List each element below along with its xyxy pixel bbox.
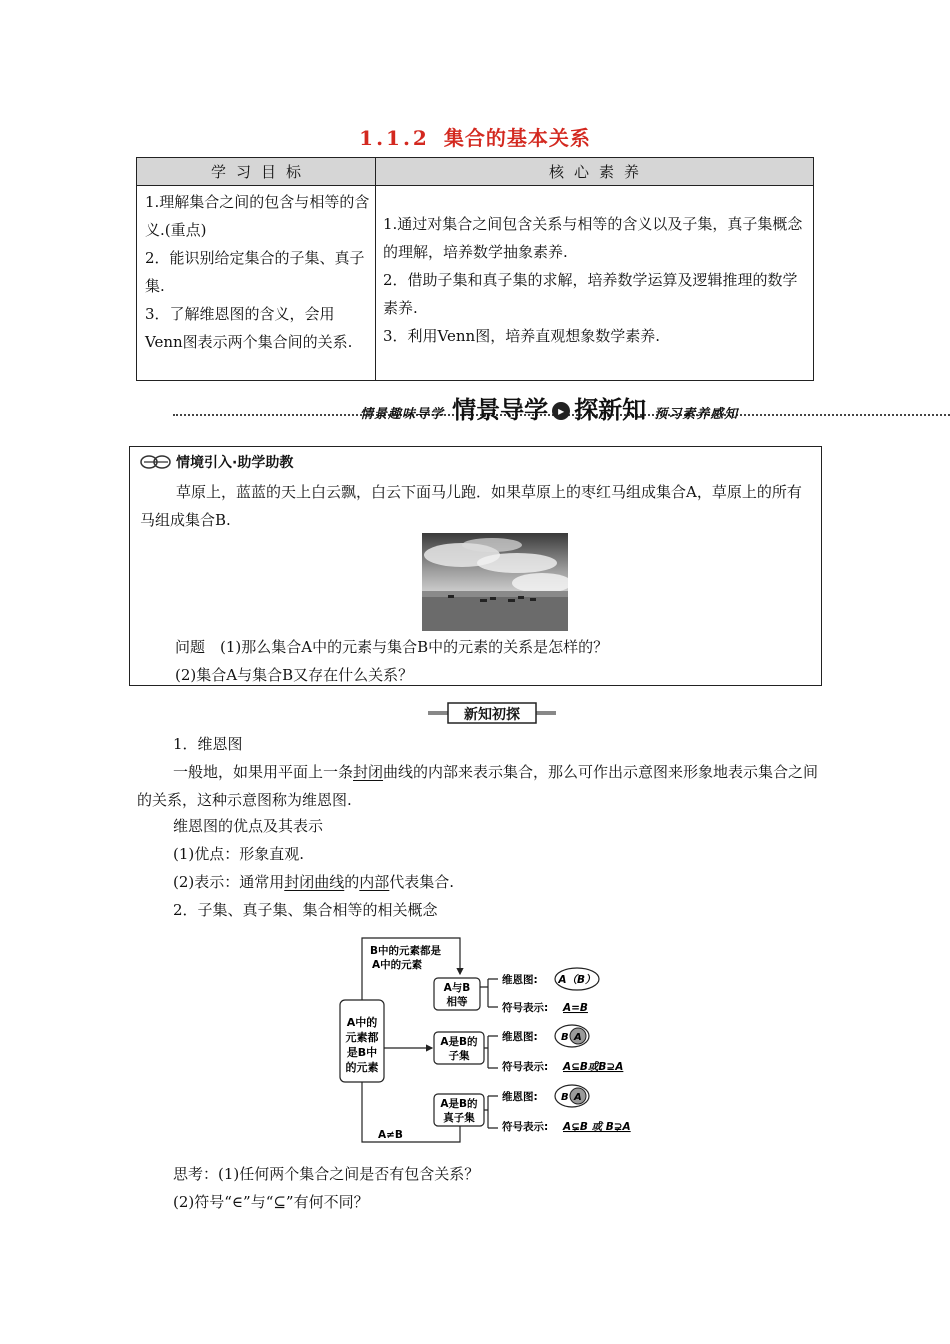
symbol-subset: A⊆B或B⊇A [563, 1061, 624, 1073]
section-banner [360, 390, 738, 424]
page-title [0, 122, 950, 151]
venn-definition [137, 758, 819, 814]
banner-big-2: 探新知 [574, 396, 647, 424]
box-subset-2: 子集 [448, 1050, 470, 1062]
new-knowledge-header [428, 702, 556, 724]
top-condition-2: A中的元素 [372, 959, 423, 971]
arrow-icon: ▸ [552, 402, 570, 420]
venn-def-underline: 封闭 [353, 763, 384, 781]
banner-big-1: 情景导学 [452, 396, 549, 424]
venn-label-subset: 维恩图: [502, 1031, 538, 1043]
adv2-part2: 的 [344, 873, 360, 891]
think-question-2: (2)符号“∈”与“⊆”有何不同？ [173, 1193, 369, 1211]
venn-proper-a: A [574, 1092, 582, 1103]
venn-heading: 1．维恩图 [173, 735, 243, 753]
learning-goals-header: 学习目标 [211, 163, 312, 181]
venn-label-proper: 维恩图: [502, 1091, 538, 1103]
scenario-box [129, 446, 822, 686]
core-literacy-header: 核心素养 [549, 163, 650, 181]
venn-equal-text: A（B） [558, 974, 596, 986]
box-subset-1: A是B的 [440, 1036, 478, 1048]
question-2: (2)集合A与集合B又存在什么关系？ [175, 666, 414, 684]
venn-label-equal: 维恩图: [502, 974, 538, 986]
objectives-header [137, 158, 813, 186]
box-equal-2: 相等 [446, 996, 468, 1008]
concepts-heading: 2．子集、真子集、集合相等的相关概念 [173, 901, 438, 919]
venn-advantage-1: (1)优点：形象直观. [173, 845, 305, 863]
scenario-text: 草原上，蓝蓝的天上白云飘，白云下面马儿跑．如果草原上的枣红马组成集合A，草原上的所有马组成集合B. [140, 483, 802, 529]
start-line-2: 元素都 [345, 1031, 379, 1044]
symbol-label-proper: 符号表示: [502, 1121, 549, 1133]
goal-item: 1.理解集合之间的包含与相等的含义.(重点) [145, 193, 370, 239]
bottom-condition: A≠B [378, 1129, 403, 1141]
box-proper-1: A是B的 [440, 1098, 478, 1110]
literacy-item: 3．利用Venn图，培养直观想象数学素养. [383, 327, 660, 345]
new-knowledge-title: 新知初探 [464, 707, 520, 723]
banner-left: 情景趣味导学 [360, 407, 445, 422]
venn-advantage-title: 维恩图的优点及其表示 [173, 817, 324, 835]
start-line-3: 是B中 [346, 1046, 378, 1059]
symbol-label-equal: 符号表示: [502, 1002, 549, 1014]
adv2-underline-1: 封闭曲线 [284, 873, 345, 891]
literacy-item: 2．借助子集和真子集的求解，培养数学运算及逻辑推理的数学素养. [383, 271, 798, 317]
venn-subset-a: A [574, 1032, 582, 1043]
learning-goals [145, 188, 371, 356]
banner-right: 预习素养感知 [654, 407, 739, 422]
core-literacy [383, 210, 809, 350]
symbol-label-subset: 符号表示: [502, 1061, 549, 1073]
question-1: 问题 (1)那么集合A中的元素与集合B中的元素的关系是怎样的？ [175, 638, 609, 656]
box-proper-2: 真子集 [443, 1112, 475, 1124]
set-relation-diagram [320, 932, 640, 1152]
start-line-1: A中的 [346, 1016, 378, 1029]
venn-proper-b: B [561, 1092, 569, 1103]
box-equal-1: A与B [443, 982, 471, 994]
symbol-equal: A=B [563, 1002, 588, 1014]
start-line-4: 的元素 [345, 1061, 379, 1074]
literacy-item: 1.通过对集合之间包含关系与相等的含义以及子集，真子集概念的理解，培养数学抽象素养. [383, 215, 803, 261]
venn-subset-b: B [561, 1032, 569, 1043]
section-number: 1.1.2 [359, 126, 430, 150]
venn-def-part2: 曲线的内部来表示集合，那么可作出示意图来形象地表示集合之间的关系，这种示意图称为维恩图. [137, 763, 819, 809]
think-question-1: 思考：(1)任何两个集合之间是否有包含关系？ [173, 1165, 480, 1183]
symbol-proper: A⊊B 或 B⊋A [563, 1121, 631, 1133]
hands-icon [140, 453, 172, 471]
adv2-part1: (2)表示：通常用 [173, 873, 285, 891]
goal-item: 2．能识别给定集合的子集、真子集. [145, 249, 365, 295]
grassland-horses-photo [422, 533, 568, 631]
section-title: 集合的基本关系 [443, 126, 591, 150]
venn-advantage-2 [173, 868, 454, 896]
top-condition-1: B中的元素都是 [370, 945, 442, 957]
goal-item: 3．了解维恩图的含义，会用Venn图表示两个集合间的关系. [145, 305, 353, 351]
scenario-label: 情境引入·助学助教 [176, 455, 294, 471]
objectives-table [136, 157, 814, 381]
adv2-part3: 代表集合. [389, 873, 455, 891]
column-divider [375, 158, 376, 380]
adv2-underline-2: 内部 [359, 873, 390, 891]
venn-def-part1: 一般地，如果用平面上一条 [173, 763, 354, 781]
